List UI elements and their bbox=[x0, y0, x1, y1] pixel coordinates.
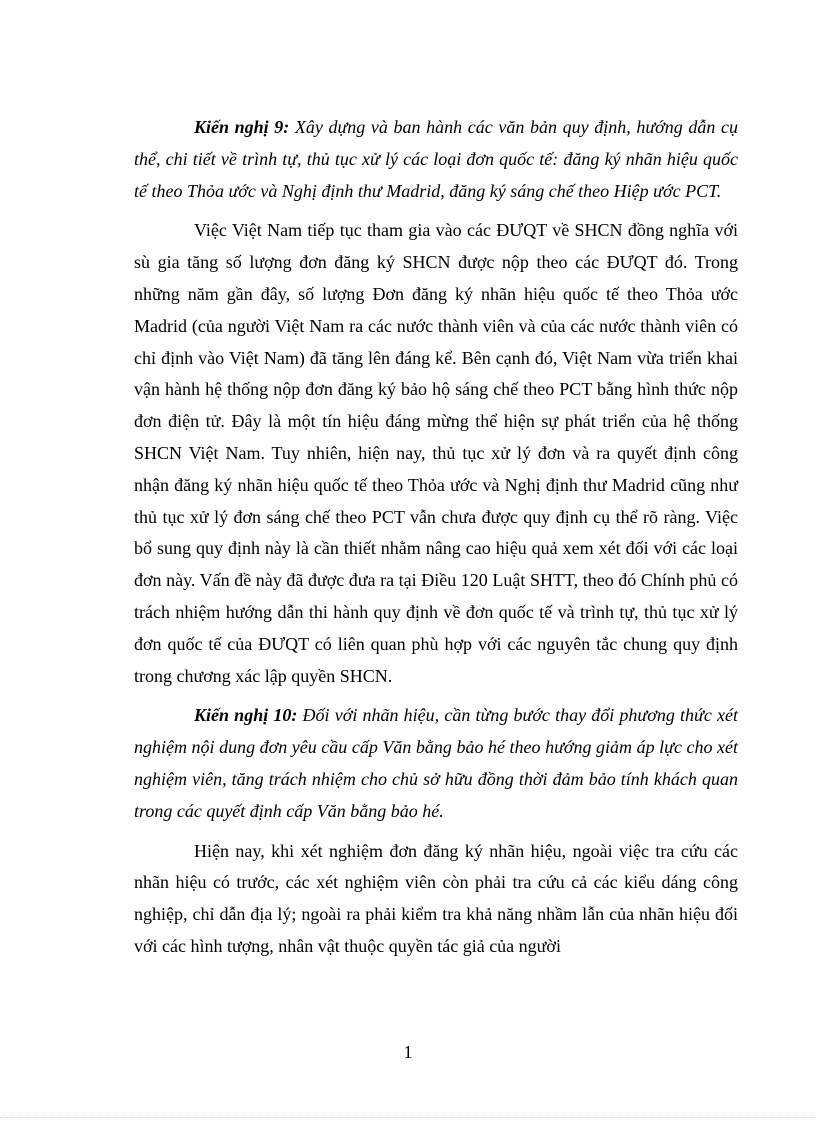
recommendation-10-lead: Kiến nghị 10: bbox=[194, 705, 298, 726]
recommendation-10-paragraph bbox=[134, 700, 738, 827]
recommendation-9-paragraph bbox=[134, 112, 738, 207]
body-paragraph-2 bbox=[134, 836, 738, 963]
body-paragraph-2-text: Hiện nay, khi xét nghiệm đơn đăng ký nhãn hiệu, ngoài việc tra cứu các nhãn hiệu có trước, các xét nghiệm viên còn phải tra cứu cả các kiểu dáng công nghiệp, chỉ dẫn địa lý; ngoài ra phải kiểm tra khả năng nhầm lẫn của nhãn hiệu đối với các hình tượng, nhân vật thuộc quyền tác giả của người bbox=[134, 840, 738, 956]
recommendation-10-text: Đối với nhãn hiệu, cần từng bước thay đổi phương thức xét nghiệm nội dung đơn yêu cầu cấp Văn bằng bảo hé theo hướng giảm áp lực cho xét nghiệm viên, tăng trách nhiệm cho chủ sở hữu đồng thời đảm bảo tính khách quan trong các quyết định cấp Văn bằng bảo hé. bbox=[134, 705, 738, 821]
recommendation-9-lead: Kiến nghị 9: bbox=[194, 117, 290, 137]
page-number: 1 bbox=[403, 1042, 413, 1062]
page-body bbox=[134, 112, 738, 971]
body-paragraph-1-text: Việc Việt Nam tiếp tục tham gia vào các ĐƯQT về SHCN đồng nghĩa với sù gia tăng số lượng đơn đăng ký SHCN được nộp theo các ĐƯQT đó. Trong những năm gần đây, số lượng Đơn đăng ký nhãn hiệu quốc tế theo Thỏa ước Madrid (của người Việt Nam ra các nước thành viên và của các nước thành viên có chỉ định vào Việt Nam) đã tăng lên đáng kể. Bên cạnh đó, Việt Nam vừa triển khai vận hành hệ thống nộp đơn đăng ký bảo hộ sáng chế theo PCT bằng hình thức nộp đơn điện tử. Đây là một tín hiệu đáng mừng thể hiện sự phát triển của hệ thống SHCN Việt Nam. Tuy nhiên, hiện nay, thủ tục xử lý đơn và ra quyết định công nhận đăng ký nhãn hiệu quốc tế theo Thỏa ước và Nghị định thư Madrid cũng như thủ tục xử lý đơn sáng chế theo PCT vẫn chưa được quy định cụ thể rõ ràng. Việc bổ sung quy định này là cần thiết nhằm nâng cao hiệu quả xem xét đối với các loại đơn này. Vấn đề này đã được đưa ra tại Điều 120 Luật SHTT, theo đó Chính phủ có trách nhiệm hướng dẫn thi hành quy định về đơn quốc tế và trình tự, thủ tục xử lý đơn quốc tế của ĐƯQT có liên quan phù hợp với các nguyên tắc chung quy định trong chương xác lập quyền SHCN. bbox=[134, 220, 738, 686]
body-paragraph-1 bbox=[134, 215, 738, 692]
page-bottom-divider bbox=[0, 1117, 816, 1118]
recommendation-9-text: Xây dựng và ban hành các văn bản quy định, hướng dẫn cụ thể, chi tiết về trình tự, thủ tục xử lý các loại đơn quốc tế: đăng ký nhãn hiệu quốc tế theo Thỏa ước và Nghị định thư Madrid, đăng ký sáng chế theo Hiệp ước PCT. bbox=[134, 117, 738, 201]
